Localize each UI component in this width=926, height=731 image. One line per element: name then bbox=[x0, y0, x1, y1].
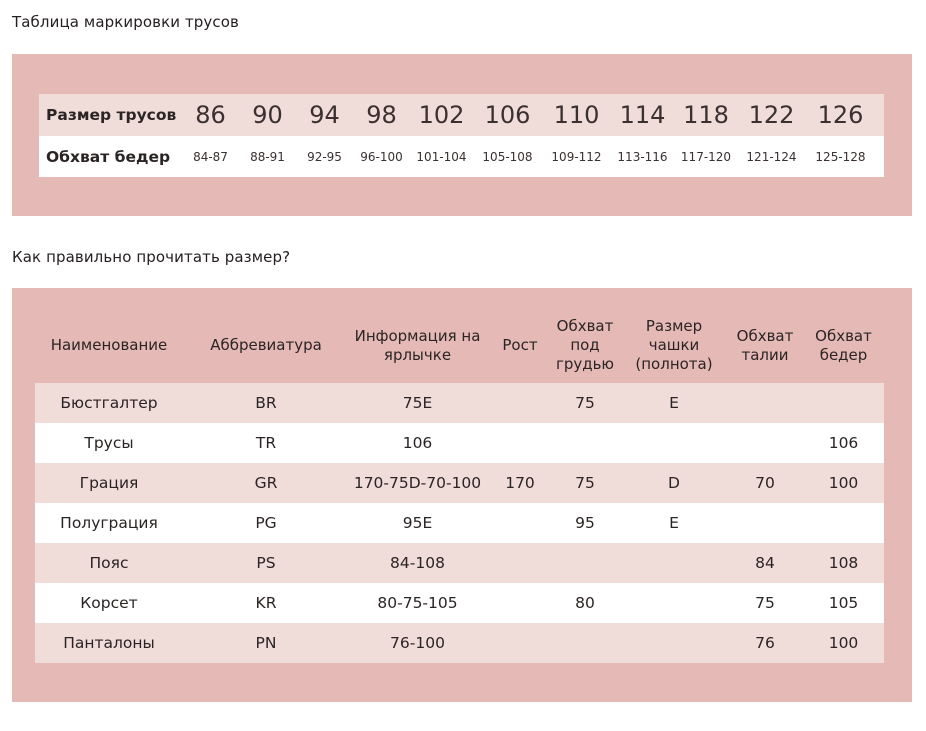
cell-waist: 70 bbox=[755, 474, 775, 492]
size-table-panel bbox=[12, 54, 912, 216]
table-row bbox=[35, 623, 884, 663]
hip-range-value: 96-100 bbox=[360, 149, 403, 164]
cell-abbr: KR bbox=[255, 594, 277, 612]
header-underbust: Обхват под грудью bbox=[555, 317, 615, 373]
cell-cup bbox=[625, 543, 723, 583]
cell-height bbox=[495, 583, 545, 623]
hip-range-value: 121-124 bbox=[746, 149, 797, 164]
size-row-label: Размер трусов bbox=[46, 106, 177, 124]
table-row bbox=[35, 503, 884, 543]
size-value: 106 bbox=[484, 101, 531, 129]
cell-underbust: 75 bbox=[575, 474, 595, 492]
cell-height bbox=[495, 543, 545, 583]
header-hips: Обхват бедер bbox=[815, 326, 872, 364]
cell-abbr: PG bbox=[255, 514, 277, 532]
header-cup-size: Размер чашки (полнота) bbox=[635, 317, 713, 373]
size-value: 94 bbox=[309, 101, 340, 129]
cell-hips bbox=[807, 503, 880, 543]
hip-range-value: 105-108 bbox=[482, 149, 533, 164]
cell-label: 76-100 bbox=[390, 634, 445, 652]
size-value: 118 bbox=[683, 101, 729, 129]
table-row bbox=[35, 383, 884, 423]
size-table-title: Таблица маркировки трусов bbox=[12, 13, 239, 31]
cell-waist: 76 bbox=[755, 634, 775, 652]
cell-abbr: PS bbox=[256, 554, 276, 572]
cell-hips: 108 bbox=[828, 554, 859, 572]
cell-name: Панталоны bbox=[63, 634, 155, 652]
header-waist: Обхват талии bbox=[736, 326, 794, 364]
cell-name: Грация bbox=[79, 474, 139, 492]
cell-hips: 105 bbox=[828, 594, 859, 612]
cell-cup bbox=[625, 423, 723, 463]
table-row bbox=[35, 423, 884, 463]
header-label-info: Информация на ярлычке bbox=[354, 326, 481, 364]
size-value: 90 bbox=[252, 101, 283, 129]
cell-label: 170-75D-70-100 bbox=[353, 474, 482, 492]
hip-range-value: 109-112 bbox=[551, 149, 602, 164]
read-size-title: Как правильно прочитать размер? bbox=[12, 248, 291, 266]
cell-height bbox=[495, 503, 545, 543]
header-name: Наименование bbox=[50, 336, 168, 354]
cell-cup bbox=[625, 583, 723, 623]
size-explanation-panel bbox=[12, 288, 912, 702]
hip-range-value: 92-95 bbox=[307, 149, 342, 164]
size-value: 86 bbox=[195, 101, 226, 129]
size-row bbox=[39, 94, 884, 136]
cell-label: 80-75-105 bbox=[377, 594, 458, 612]
cell-waist: 84 bbox=[755, 554, 775, 572]
explanation-table-header bbox=[35, 308, 884, 383]
cell-abbr: GR bbox=[254, 474, 278, 492]
size-table bbox=[39, 94, 884, 177]
hip-range-value: 88-91 bbox=[250, 149, 285, 164]
cell-label: 106 bbox=[402, 434, 433, 452]
cell-underbust bbox=[545, 543, 625, 583]
cell-cup: D bbox=[668, 474, 680, 492]
cell-label: 84-108 bbox=[390, 554, 445, 572]
size-value: 126 bbox=[817, 101, 864, 129]
size-value: 110 bbox=[553, 101, 600, 129]
size-value: 122 bbox=[748, 101, 795, 129]
cell-label: 75E bbox=[402, 394, 433, 412]
explanation-table-body bbox=[35, 383, 884, 663]
cell-underbust bbox=[545, 423, 625, 463]
table-row bbox=[35, 463, 884, 503]
cell-waist bbox=[723, 423, 807, 463]
cell-hips: 100 bbox=[828, 634, 859, 652]
hip-range-value: 113-116 bbox=[617, 149, 668, 164]
cell-label: 95E bbox=[402, 514, 433, 532]
cell-height: 170 bbox=[505, 474, 535, 492]
cell-abbr: BR bbox=[255, 394, 277, 412]
hip-range-value: 101-104 bbox=[416, 149, 467, 164]
hip-range-value: 125-128 bbox=[815, 149, 866, 164]
cell-height bbox=[495, 623, 545, 663]
cell-cup bbox=[625, 623, 723, 663]
cell-underbust: 95 bbox=[575, 514, 595, 532]
cell-hips: 106 bbox=[828, 434, 859, 452]
table-row bbox=[35, 543, 884, 583]
cell-name: Корсет bbox=[80, 594, 138, 612]
cell-underbust bbox=[545, 623, 625, 663]
cell-cup: E bbox=[669, 394, 679, 412]
cell-height bbox=[495, 383, 545, 423]
cell-abbr: PN bbox=[255, 634, 277, 652]
cell-height bbox=[495, 423, 545, 463]
cell-hips bbox=[807, 383, 880, 423]
table-row bbox=[35, 583, 884, 623]
cell-name: Трусы bbox=[84, 434, 134, 452]
cell-abbr: TR bbox=[255, 434, 277, 452]
hip-row-label: Обхват бедер bbox=[46, 147, 171, 166]
hip-range-value: 84-87 bbox=[193, 149, 228, 164]
cell-cup: E bbox=[669, 514, 679, 532]
header-height: Рост bbox=[502, 336, 538, 354]
size-value: 114 bbox=[619, 101, 666, 129]
hip-range-value: 117-120 bbox=[680, 149, 732, 164]
size-value: 98 bbox=[366, 101, 397, 129]
cell-hips: 100 bbox=[828, 474, 859, 492]
cell-underbust: 75 bbox=[575, 394, 595, 412]
cell-underbust: 80 bbox=[575, 594, 595, 612]
cell-waist bbox=[723, 503, 807, 543]
header-abbreviation: Аббревиатура bbox=[210, 336, 322, 354]
size-value: 102 bbox=[418, 101, 465, 129]
cell-name: Полуграция bbox=[60, 514, 158, 532]
cell-name: Пояс bbox=[89, 554, 129, 572]
cell-name: Бюстгалтер bbox=[60, 394, 158, 412]
hip-range-row bbox=[39, 136, 884, 177]
cell-waist bbox=[723, 383, 807, 423]
cell-waist: 75 bbox=[755, 594, 775, 612]
